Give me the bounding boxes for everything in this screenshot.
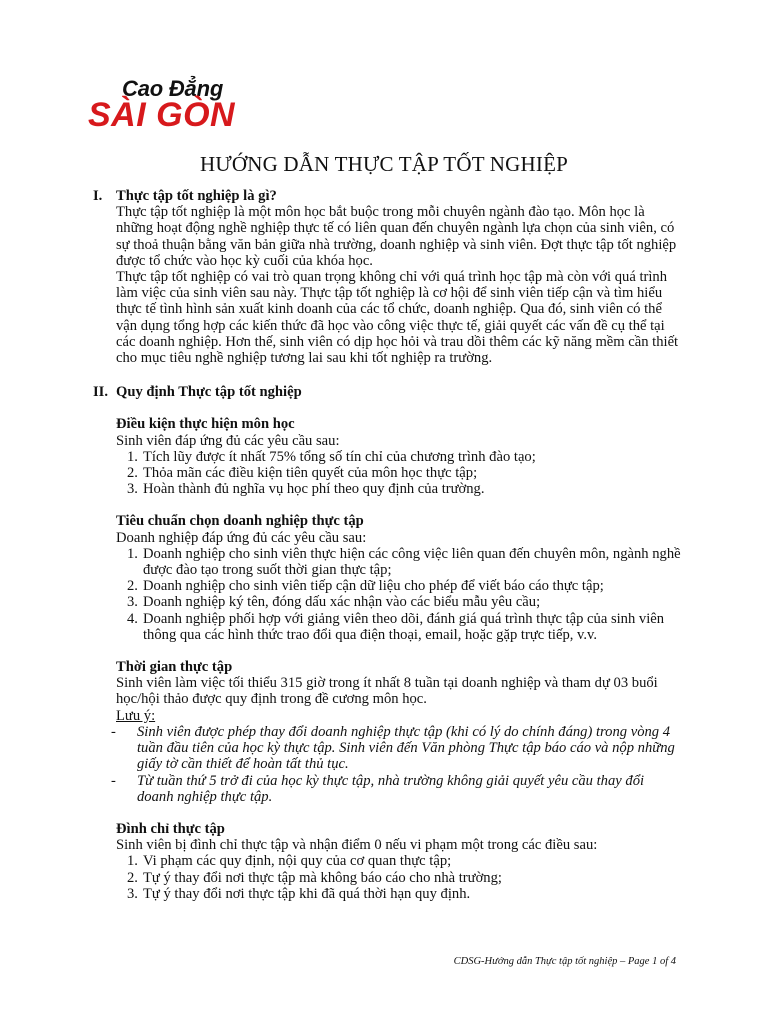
section-1-paragraph-1: Thực tập tốt nghiệp là một môn học bắt buộc trong mỗi chuyên ngành đào tạo. Môn học là những hoạt động nghề nghiệp thực tế có liên quan đến chuyên ngành lựa chọn của sinh viên, có sự thoả thuận bằng văn bản giữa nhà trường, doanh nghiệp và sinh viên. Đợt thực tập tốt nghiệp được tổ chức vào học kỳ cuối của khóa học. xyxy=(116,204,677,269)
document-title: HƯỚNG DẪN THỰC TẬP TỐT NGHIỆP xyxy=(200,152,568,176)
list-item: 2. Doanh nghiệp cho sinh viên tiếp cận dữ liệu cho phép để viết báo cáo thực tập; xyxy=(127,578,604,595)
note-label: Lưu ý: xyxy=(116,707,156,724)
college-logo xyxy=(88,72,258,142)
list-item: 2. Thỏa mãn các điều kiện tiên quyết của môn học thực tập; xyxy=(127,465,478,482)
section-1-heading xyxy=(93,188,683,204)
criteria-list xyxy=(93,546,683,643)
suspension-intro: Sinh viên bị đình chỉ thực tập và nhận điểm 0 nếu vi phạm một trong các điều sau: xyxy=(116,837,598,854)
list-item: 2. Tự ý thay đổi nơi thực tập mà không báo cáo cho nhà trường; xyxy=(127,869,502,886)
list-item: 1. Vi phạm các quy định, nội quy của cơ quan thực tập; xyxy=(127,853,452,870)
suspension-list xyxy=(93,853,683,902)
list-item: 4. Doanh nghiệp phối hợp với giảng viên theo dõi, đánh giá quá trình thực tập của sinh viên thông qua các hình thức trao đổi qua điện thoại, email, hoặc gặp trực tiếp, v.v. xyxy=(127,610,665,643)
section-2-heading xyxy=(93,384,683,400)
list-item: 3. Tự ý thay đổi nơi thực tập khi đã quá thời hạn quy định. xyxy=(127,885,471,902)
page-footer: CDSG-Hướng dẫn Thực tập tốt nghiệp – Page 1 of 4 xyxy=(453,956,676,967)
criteria-heading: Tiêu chuẩn chọn doanh nghiệp thực tập xyxy=(116,513,364,530)
section-2-title: Quy định Thực tập tốt nghiệp xyxy=(116,384,302,401)
conditions-list xyxy=(93,449,683,498)
duration-heading: Thời gian thực tập xyxy=(116,659,233,676)
conditions-heading: Điều kiện thực hiện môn học xyxy=(116,416,295,433)
list-item: 3. Hoàn thành đủ nghĩa vụ học phí theo quy định của trường. xyxy=(127,481,485,498)
document-body xyxy=(93,188,683,902)
logo-line-2: SÀI GÒN xyxy=(88,96,236,134)
conditions-intro: Sinh viên đáp ứng đủ các yêu cầu sau: xyxy=(116,432,340,449)
list-item: 3. Doanh nghiệp ký tên, đóng dấu xác nhận vào các biểu mẫu yêu cầu; xyxy=(127,594,541,611)
section-1-title: Thực tập tốt nghiệp là gì? xyxy=(116,188,277,204)
list-item: 1. Tích lũy được ít nhất 75% tổng số tín chỉ của chương trình đào tạo; xyxy=(127,448,536,465)
list-item: 1. Doanh nghiệp cho sinh viên thực hiện các công việc liên quan đến chuyên môn, ngành nghề được đào tạo trong suốt thời gian thực tập; xyxy=(127,545,681,579)
section-1-paragraph-2: Thực tập tốt nghiệp có vai trò quan trọng không chỉ với quá trình học tập mà còn với quá trình làm việc của sinh viên sau này. Thực tập tốt nghiệp là cơ hội để sinh viên tiếp cận và tìm hiểu thực tế tình hình sản xuất kinh doanh của các tổ chức, doanh nghiệp. Qua đó, sinh viên có thể vận dụng tổng hợp các kiến thức đã học vào công việc thực tế, giải quyết các vấn đề cụ thể tại các doanh nghiệp. Hơn thế, sinh viên có dịp học hỏi và trau dồi thêm các kỹ năng mềm cần thiết cho mục tiêu nghề nghiệp tương lai sau khi tốt nghiệp ra trường. xyxy=(116,269,679,367)
criteria-intro: Doanh nghiệp đáp ứng đủ các yêu cầu sau: xyxy=(116,529,367,546)
section-2-number: II. xyxy=(93,384,109,401)
section-1-number: I. xyxy=(93,188,103,204)
note-item-2: - Từ tuần thứ 5 trở đi của học kỳ thực tập, nhà trường không giải quyết yêu cầu thay đổi doanh nghiệp thực tập. xyxy=(111,772,645,805)
duration-text: Sinh viên làm việc tối thiểu 315 giờ trong ít nhất 8 tuần tại doanh nghiệp và tham dự 03 buổi học/hội thảo được quy định trong đề cương môn học. xyxy=(116,675,658,708)
suspension-heading: Đình chỉ thực tập xyxy=(116,820,225,837)
logo-line-1: Cao Đẳng xyxy=(122,76,224,101)
note-item-1: - Sinh viên được phép thay đổi doanh nghiệp thực tập (khi có lý do chính đáng) trong vòng 4 tuần đầu tiên của học kỳ thực tập. Sinh viên đến Văn phòng Thực tập báo cáo và nộp những giấy tờ cần thiết để hoàn tất thủ tục. xyxy=(111,723,675,773)
